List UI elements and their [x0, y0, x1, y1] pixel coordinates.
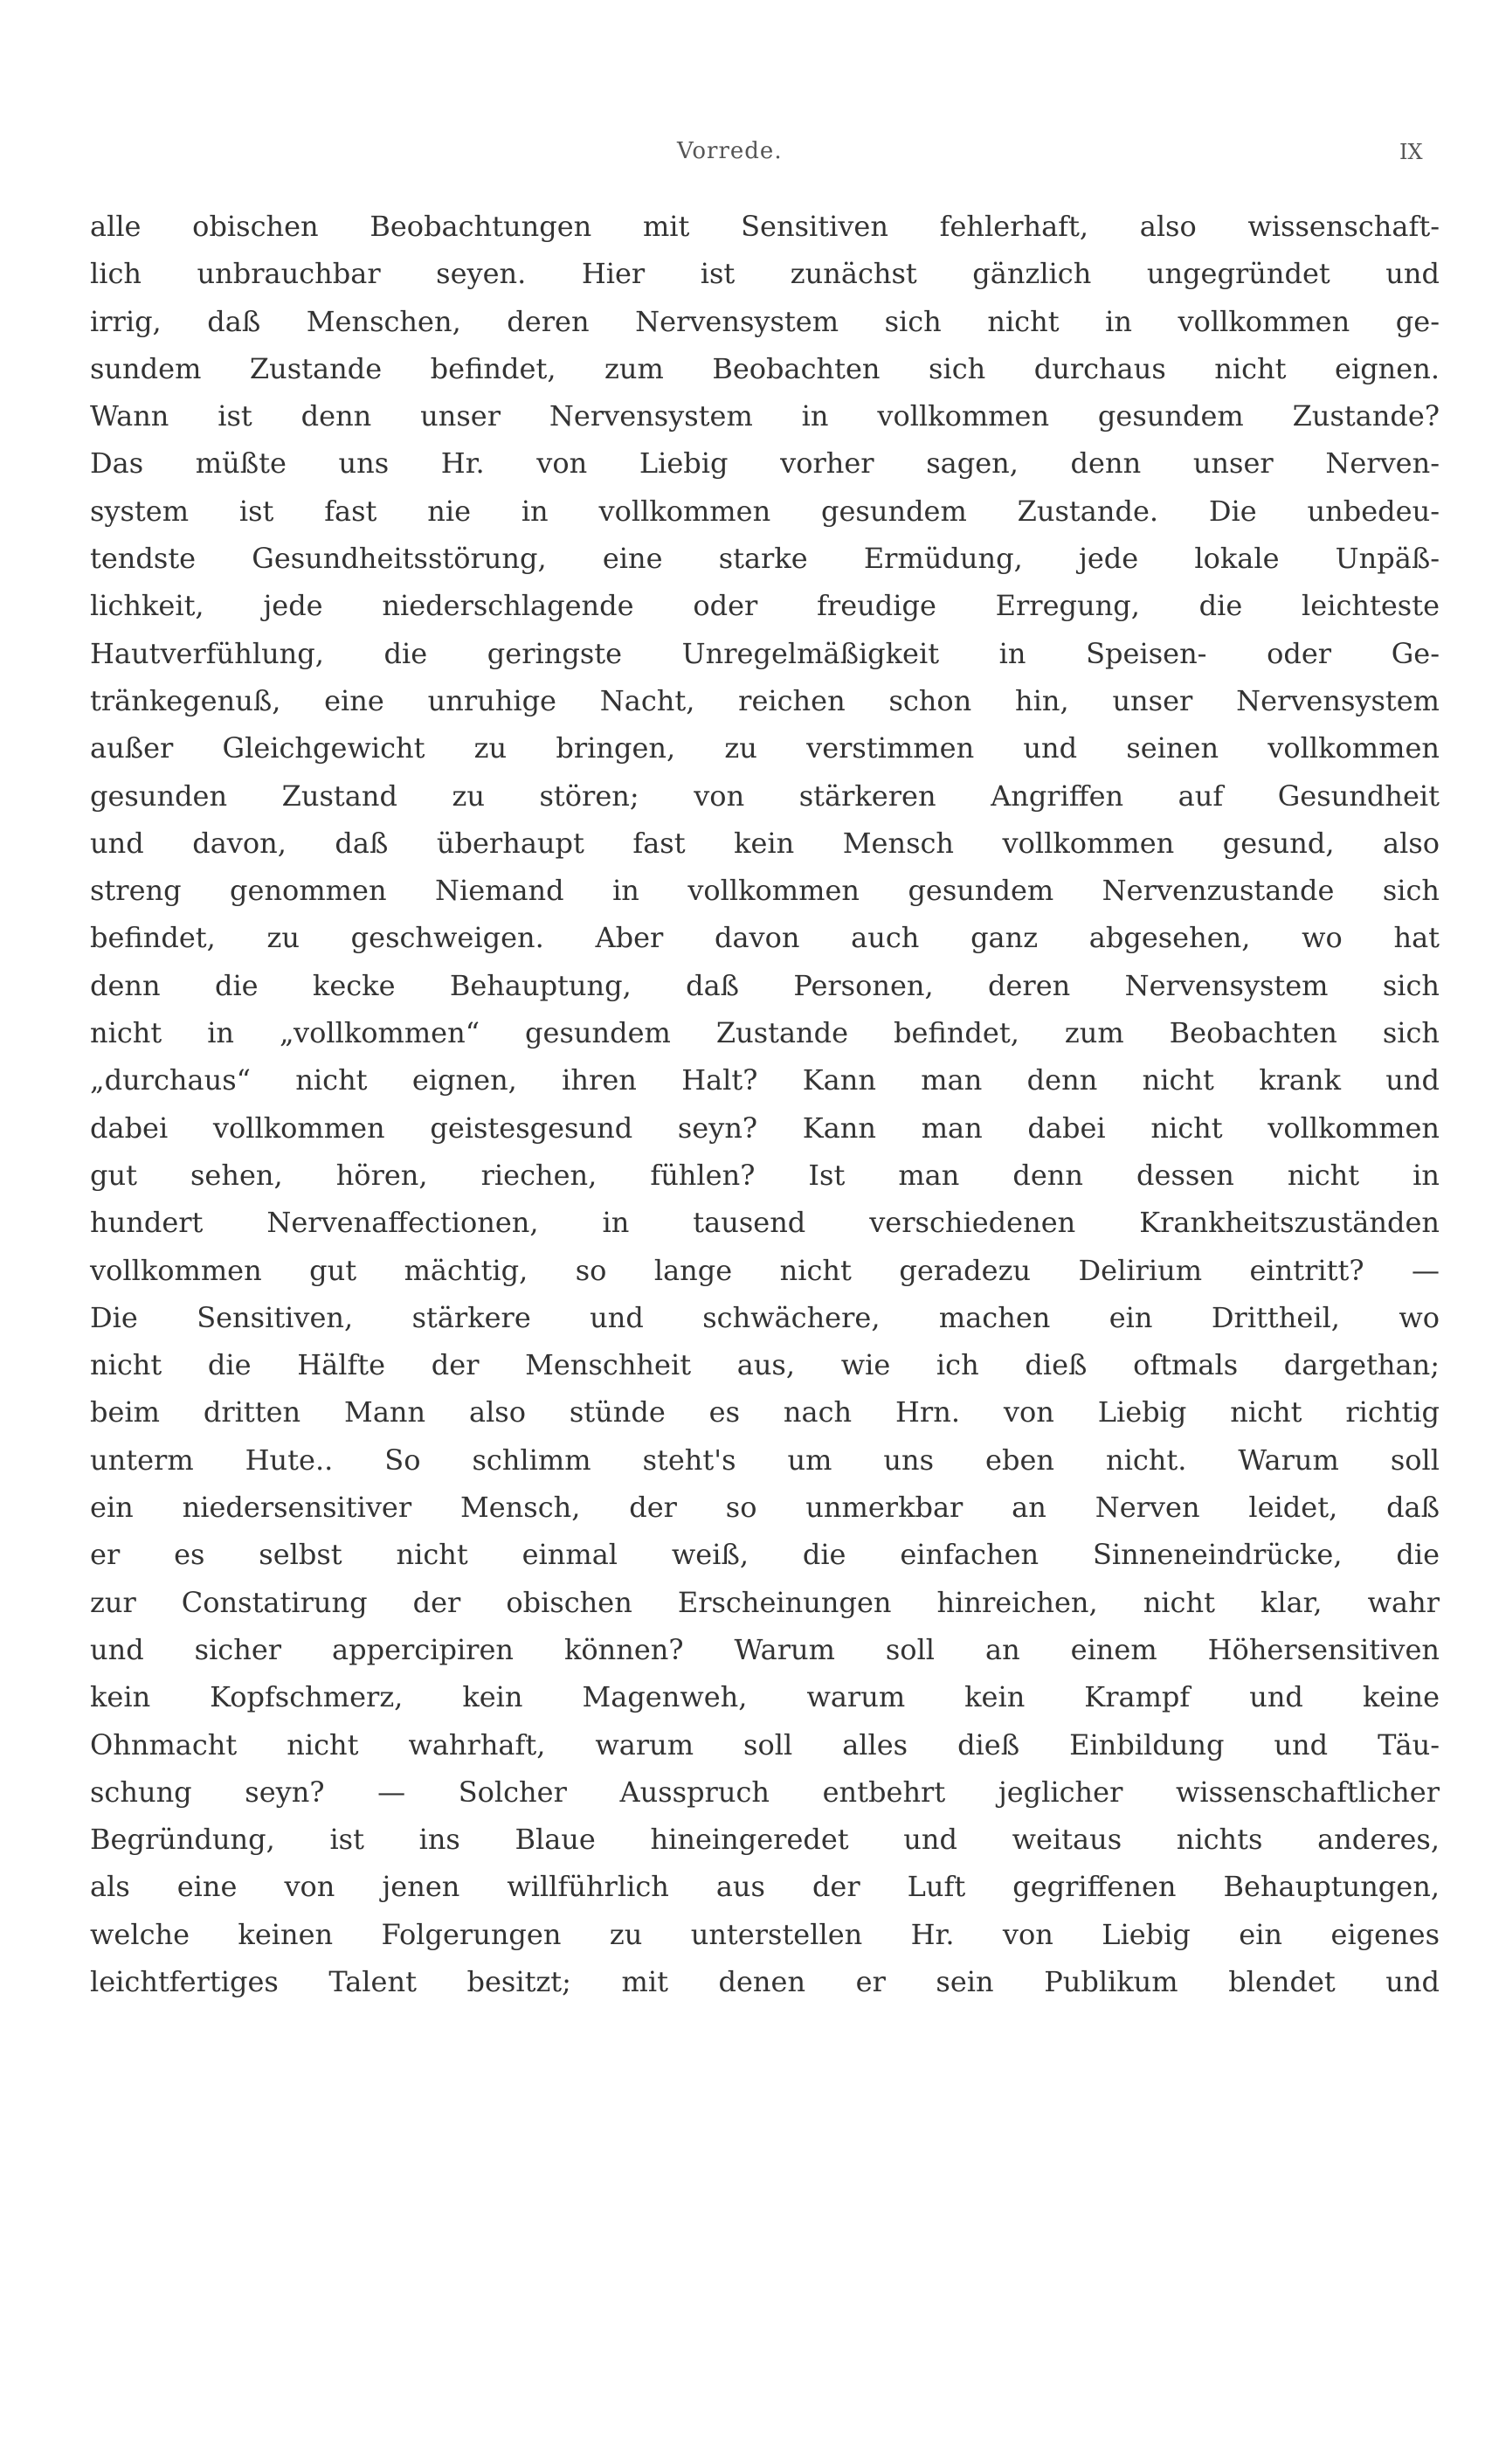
text-line: kein Kopfschmerz, kein Magenweh, warum kein Krampf und keine	[90, 1680, 1440, 1714]
text-line: nicht in „vollkommen“ gesundem Zustande befindet, zum Beobachten sich	[90, 1016, 1440, 1050]
text-line: „durchaus“ nicht eignen, ihren Halt? Kann man denn nicht krank und	[90, 1063, 1440, 1097]
text-line: gesunden Zustand zu stören; von stärkeren Angriffen auf Gesundheit	[90, 779, 1440, 813]
text-line: alle obischen Beobachtungen mit Sensitiven fehlerhaft, also wissenschaft-	[90, 210, 1440, 243]
text-line: gut sehen, hören, riechen, fühlen? Ist man denn dessen nicht in	[90, 1158, 1440, 1192]
text-line: Die Sensitiven, stärkere und schwächere, machen ein Drittheil, wo	[90, 1300, 1440, 1334]
text-line: system ist fast nie in vollkommen gesundem Zustande. Die unbedeu-	[90, 494, 1440, 528]
text-line: tendste Gesundheitsstörung, eine starke Ermüdung, jede lokale Unpäß-	[90, 542, 1440, 576]
text-line: Wann ist denn unser Nervensystem in vollkommen gesundem Zustande?	[90, 399, 1440, 433]
text-line: sundem Zustande befindet, zum Beobachten sich durchaus nicht eignen.	[90, 351, 1440, 385]
text-line: dabei vollkommen geistesgesund seyn? Kann man dabei nicht vollkommen	[90, 1111, 1440, 1145]
text-line: er es selbst nicht einmal weiß, die einfachen Sinneneindrücke, die	[90, 1538, 1440, 1572]
text-line: vollkommen gut mächtig, so lange nicht geradezu Delirium eintritt? —	[90, 1253, 1440, 1287]
text-line: irrig, daß Menschen, deren Nervensystem sich nicht in vollkommen ge-	[90, 304, 1440, 338]
text-line: hundert Nervenaffectionen, in tausend verschiedenen Krankheitszuständen	[90, 1206, 1440, 1240]
text-line: streng genommen Niemand in vollkommen gesundem Nervenzustande sich	[90, 874, 1440, 908]
text-line: und davon, daß überhaupt fast kein Mensch vollkommen gesund, also	[90, 826, 1440, 860]
text-line: leichtfertiges Talent besitzt; mit denen er sein Publikum blendet und	[90, 1964, 1440, 1998]
text-line: tränkegenuß, eine unruhige Nacht, reichen schon hin, unser Nervensystem	[90, 683, 1440, 717]
text-line: und sicher appercipiren können? Warum soll an einem Höhersensitiven	[90, 1632, 1440, 1666]
page-number: IX	[1399, 140, 1423, 164]
text-line: beim dritten Mann also stünde es nach Hrn. von Liebig nicht richtig	[90, 1395, 1440, 1429]
body-text	[90, 203, 1440, 2005]
text-line: befindet, zu geschweigen. Aber davon auch ganz abgesehen, wo hat	[90, 921, 1440, 955]
text-line: Ohnmacht nicht wahrhaft, warum soll alles dieß Einbildung und Täu-	[90, 1727, 1440, 1761]
text-line: schung seyn? — Solcher Ausspruch entbehrt jeglicher wissenschaftlicher	[90, 1775, 1440, 1809]
text-line: lich unbrauchbar seyen. Hier ist zunächst gänzlich ungegründet und	[90, 257, 1440, 291]
text-line: außer Gleichgewicht zu bringen, zu verstimmen und seinen vollkommen	[90, 731, 1440, 765]
text-line: lichkeit, jede niederschlagende oder freudige Erregung, die leichteste	[90, 589, 1440, 623]
text-line: ein niedersensitiver Mensch, der so unmerkbar an Nerven leidet, daß	[90, 1491, 1440, 1525]
text-line: als eine von jenen willführlich aus der Luft gegriffenen Behauptungen,	[90, 1870, 1440, 1904]
page-header	[0, 138, 1485, 173]
text-line: Das müßte uns Hr. von Liebig vorher sagen, denn unser Nerven-	[90, 446, 1440, 481]
running-head: Vorrede.	[677, 138, 783, 164]
text-line: unterm Hute.. So schlimm steht's um uns eben nicht. Warum soll	[90, 1443, 1440, 1477]
text-line: Hautverfühlung, die geringste Unregelmäßigkeit in Speisen- oder Ge-	[90, 636, 1440, 670]
text-line: welche keinen Folgerungen zu unterstellen Hr. von Liebig ein eigenes	[90, 1917, 1440, 1951]
text-line: nicht die Hälfte der Menschheit aus, wie ich dieß oftmals dargethan;	[90, 1348, 1440, 1382]
text-line: Begründung, ist ins Blaue hineingeredet und weitaus nichts anderes,	[90, 1823, 1440, 1857]
text-line: denn die kecke Behauptung, daß Personen, deren Nervensystem sich	[90, 968, 1440, 1002]
text-line: zur Constatirung der obischen Erscheinungen hinreichen, nicht klar, wahr	[90, 1585, 1440, 1619]
